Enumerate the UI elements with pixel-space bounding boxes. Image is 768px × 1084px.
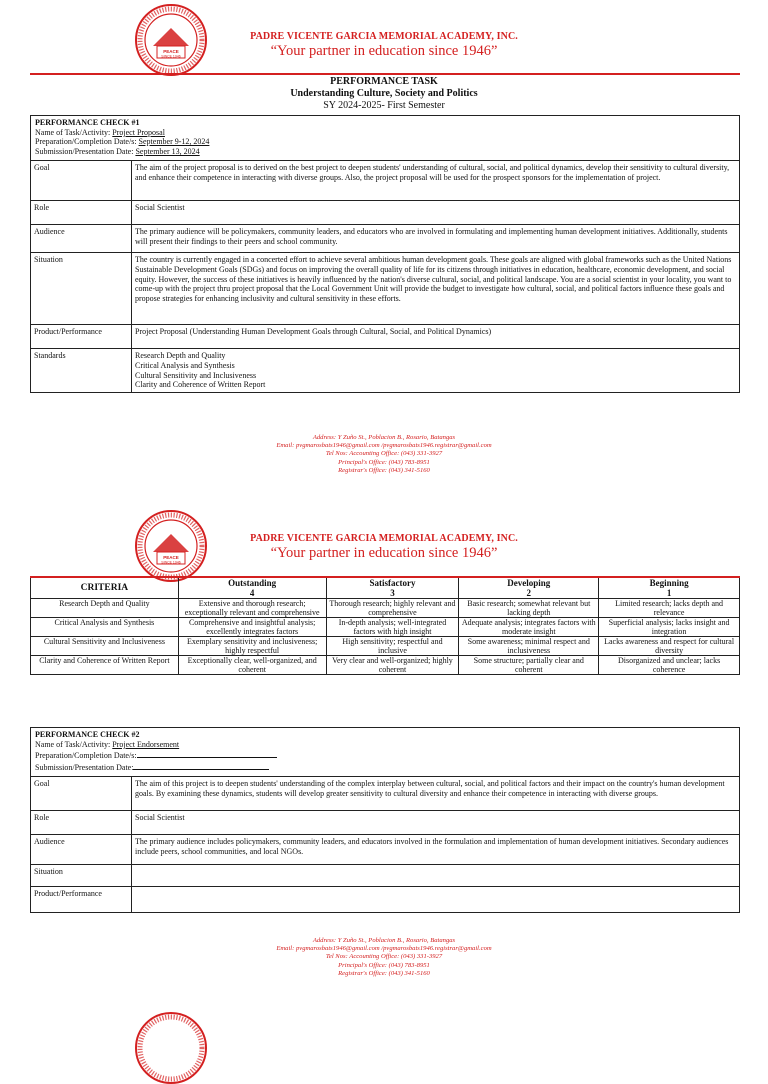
standard-item: Clarity and Coherence of Written Report xyxy=(135,380,266,390)
pc2-row-text xyxy=(132,887,740,913)
header-divider xyxy=(30,73,740,75)
rubric-cell: Extensive and thorough research; exceptionally relevant and comprehensive xyxy=(178,599,326,618)
pc1-prep-label: Preparation/Completion Date/s: xyxy=(35,137,139,147)
rubric-cell: In-depth analysis; well-integrated factors with high insight xyxy=(326,618,459,637)
pc2-audience-row xyxy=(31,835,740,865)
rubric-cell: Some awareness; minimal respect and inclusiveness xyxy=(459,637,599,656)
level-header-developing xyxy=(459,577,599,599)
subject-title: Understanding Culture, Society and Politics xyxy=(290,88,478,99)
rubric-cell: High sensitivity; respectful and inclusive xyxy=(326,637,459,656)
school-name: PADRE VICENTE GARCIA MEMORIAL ACADEMY, INC. xyxy=(250,533,518,544)
level-score: 1 xyxy=(666,588,672,598)
pc1-row-label: Product/Performance xyxy=(31,325,132,349)
rubric-row xyxy=(31,599,740,618)
svg-text:PEACE: PEACE xyxy=(163,555,179,560)
rubric-cell: Adequate analysis; integrates factors with moderate insight xyxy=(459,618,599,637)
level-header-outstanding xyxy=(178,577,326,599)
tel-accounting-line: Tel Nos: Accounting Office: (043) 331-3927 xyxy=(325,953,443,961)
tel-principal-line: Principal's Office: (043) 783-8951 xyxy=(338,458,430,466)
pc1-row-text: Project Proposal (Understanding Human Development Goals through Cultural, Social, and Political Dynamics) xyxy=(132,325,740,349)
rubric-cell: Thorough research; highly relevant and comprehensive xyxy=(326,599,459,618)
pc1-sub-value: September 13, 2024 xyxy=(135,146,200,156)
level-score: 4 xyxy=(249,588,255,598)
rubric-header-row xyxy=(31,577,740,599)
address-footer-1 xyxy=(0,434,768,475)
pc1-standards-label: Standards xyxy=(31,349,132,392)
pc1-standards-list xyxy=(132,349,740,392)
level-name: Satisfactory xyxy=(369,578,416,588)
performance-check-1-table xyxy=(30,115,740,393)
pc2-task-value: Project Endorsement xyxy=(112,739,180,749)
pc1-row-text: The aim of the project proposal is to derived on the best project to deepen students' understanding of cultural, social, and political dynamics, develop their sensitivity to cultural diversity, and enhance their competence in interacting with diverse groups. Also, the project proposal will be used for the prospect sponsors for the implementation of project. xyxy=(132,161,740,201)
rubric-criterion: Critical Analysis and Synthesis xyxy=(31,618,179,637)
pc1-sub-line xyxy=(35,147,735,157)
pc2-row-label: Audience xyxy=(31,835,132,865)
address-line: Address: Y Zuño St., Poblacion B., Rosario, Batangas xyxy=(312,937,456,944)
svg-text:SINCE 1946: SINCE 1946 xyxy=(161,560,181,565)
school-tagline: “Your partner in education since 1946” xyxy=(270,545,498,561)
level-name: Developing xyxy=(507,578,551,588)
rubric-cell: Exemplary sensitivity and inclusiveness; highly respectful xyxy=(178,637,326,656)
pc1-row-text: Social Scientist xyxy=(132,201,740,225)
pc2-row-text: The aim of this project is to deepen students' understanding of the complex interplay between cultural, social, and political factors and their impact on the country's human development goals. By examining these dynamics, students will develop greater sensitivity to cultural diversity and enhance their competence in interacting with diverse groups. xyxy=(132,777,740,811)
email-line: Email: pvgmarosbats1946@gmail.com /pvgmarosbats1946.registrar@gmail.com xyxy=(276,442,492,450)
pc1-header-cell xyxy=(31,116,740,161)
rubric-cell: Exceptionally clear, well-organized, and coherent xyxy=(178,656,326,675)
rubric-cell: Superficial analysis; lacks insight and integration xyxy=(599,618,740,637)
rubric-row xyxy=(31,618,740,637)
pc1-prep-value: September 9-12, 2024 xyxy=(138,137,210,147)
level-header-beginning xyxy=(599,577,740,599)
level-score: 3 xyxy=(390,588,395,598)
document-title-block xyxy=(0,76,768,112)
rubric-cell: Disorganized and unclear; lacks coherence xyxy=(599,656,740,675)
pc1-situation-row xyxy=(31,253,740,325)
pc2-task-line xyxy=(35,740,735,750)
rubric-criterion: Cultural Sensitivity and Inclusiveness xyxy=(31,637,179,656)
standard-item: Critical Analysis and Synthesis xyxy=(135,360,235,370)
pc1-goal-row xyxy=(31,161,740,201)
rubric-cell: Basic research; somewhat relevant but lacking depth xyxy=(459,599,599,618)
pc1-row-text: The primary audience will be policymakers, community leaders, and educators who are involved in formulating and implementing human development initiatives. Additionally, students will present their findings to their peers and school community. xyxy=(132,225,740,253)
address-footer-2 xyxy=(0,937,768,978)
pc1-row-text: The country is currently engaged in a concerted effort to achieve several ambitious human development goals. These goals are aligned with global frameworks such as the United Nations Sustainable Development Goals (SDGs) and focus on improving the overall quality of life for its citizens through initiatives in education, healthcare, economic development, and social equity. However, the success of these initiatives is heavily influenced by the nation's diverse cultural, social, and political landscape. You are a social scientist in your locality, you want to come-up with the project thru project proposal that the Local Government Unit will provide the budget to investigate how cultural, social, and political factors influence these goals and propose strategies for enhancing inclusivity and cultural sensitivity in these efforts. xyxy=(132,253,740,325)
pc2-task-label: Name of Task/Activity: xyxy=(35,739,113,749)
email-line: Email: pvgmarosbats1946@gmail.com /pvgmarosbats1946.registrar@gmail.com xyxy=(276,945,492,953)
pc2-sub-label: Submission/Presentation Date: xyxy=(35,762,134,772)
pc1-row-label: Audience xyxy=(31,225,132,253)
pc1-standards-row xyxy=(31,349,740,392)
tel-registrar-line: Registrar's Office: (043) 341-5160 xyxy=(338,466,430,474)
criteria-header: CRITERIA xyxy=(31,577,179,599)
pc2-goal-row xyxy=(31,777,740,811)
pc1-row-label: Situation xyxy=(31,253,132,325)
pc2-situation-row xyxy=(31,865,740,887)
pc1-task-line xyxy=(35,128,735,138)
school-tagline: “Your partner in education since 1946” xyxy=(270,43,498,59)
rubric-cell: Limited research; lacks depth and relevance xyxy=(599,599,740,618)
rubric-cell: Very clear and well-organized; highly coherent xyxy=(326,656,459,675)
pc1-row-label: Goal xyxy=(31,161,132,201)
pc1-audience-row xyxy=(31,225,740,253)
tel-principal-line: Principal's Office: (043) 783-8951 xyxy=(338,961,430,969)
rubric-row xyxy=(31,656,740,675)
school-name: PADRE VICENTE GARCIA MEMORIAL ACADEMY, INC. xyxy=(250,31,518,42)
pc1-role-row xyxy=(31,201,740,225)
pc1-row-label: Role xyxy=(31,201,132,225)
pc2-row-label: Role xyxy=(31,811,132,835)
rubric-cell: Some structure; partially clear and coherent xyxy=(459,656,599,675)
address-line: Address: Y Zuño St., Poblacion B., Rosario, Batangas xyxy=(312,434,456,441)
pc2-row-text xyxy=(132,865,740,887)
pc2-header-cell xyxy=(31,728,740,777)
pc2-row-label: Situation xyxy=(31,865,132,887)
svg-text:SINCE 1946: SINCE 1946 xyxy=(161,54,181,59)
standard-item: Research Depth and Quality xyxy=(135,351,226,361)
rubric-cell: Comprehensive and insightful analysis; excellently integrates factors xyxy=(178,618,326,637)
rubric-cell: Lacks awareness and respect for cultural diversity xyxy=(599,637,740,656)
pc2-row-label: Goal xyxy=(31,777,132,811)
pc1-product-row xyxy=(31,325,740,349)
rubric-criterion: Clarity and Coherence of Written Report xyxy=(31,656,179,675)
rubric-table xyxy=(30,576,740,675)
pc2-row-label: Product/Performance xyxy=(31,887,132,913)
level-name: Beginning xyxy=(649,578,689,588)
pc2-heading: PERFORMANCE CHECK #2 xyxy=(35,730,140,739)
pc2-product-row xyxy=(31,887,740,913)
school-seal xyxy=(135,1012,207,1084)
level-name: Outstanding xyxy=(228,578,277,588)
pc2-row-text: The primary audience includes policymakers, community leaders, and educators involved in the formulation and implementation of human development initiatives. Secondary audiences include peers, school communities, and local NGOs. xyxy=(132,835,740,865)
level-header-satisfactory xyxy=(326,577,459,599)
pc2-row-text: Social Scientist xyxy=(132,811,740,835)
tel-registrar-line: Registrar's Office: (043) 341-5160 xyxy=(338,969,430,977)
document-title: PERFORMANCE TASK xyxy=(330,76,438,87)
pc1-sub-label: Submission/Presentation Date: xyxy=(35,146,136,156)
pc1-task-label: Name of Task/Activity: xyxy=(35,127,113,137)
rubric-row xyxy=(31,637,740,656)
tel-accounting-line: Tel Nos: Accounting Office: (043) 331-3927 xyxy=(325,450,443,458)
pc2-role-row xyxy=(31,811,740,835)
pc2-sub-line xyxy=(35,761,735,773)
pc2-prep-blank xyxy=(137,749,277,758)
pc1-task-value: Project Proposal xyxy=(112,127,165,137)
svg-text:PEACE: PEACE xyxy=(163,49,179,54)
pc2-prep-label: Preparation/Completion Date/s: xyxy=(35,751,137,761)
pc1-prep-line xyxy=(35,137,735,147)
pc1-heading: PERFORMANCE CHECK #1 xyxy=(35,118,140,127)
performance-check-2-table xyxy=(30,727,740,913)
standard-item: Cultural Sensitivity and Inclusiveness xyxy=(135,370,257,380)
rubric-criterion: Research Depth and Quality xyxy=(31,599,179,618)
school-year: SY 2024-2025- First Semester xyxy=(323,100,445,111)
pc2-sub-blank xyxy=(133,761,269,770)
level-score: 2 xyxy=(526,588,532,598)
pc2-prep-line xyxy=(35,749,735,761)
